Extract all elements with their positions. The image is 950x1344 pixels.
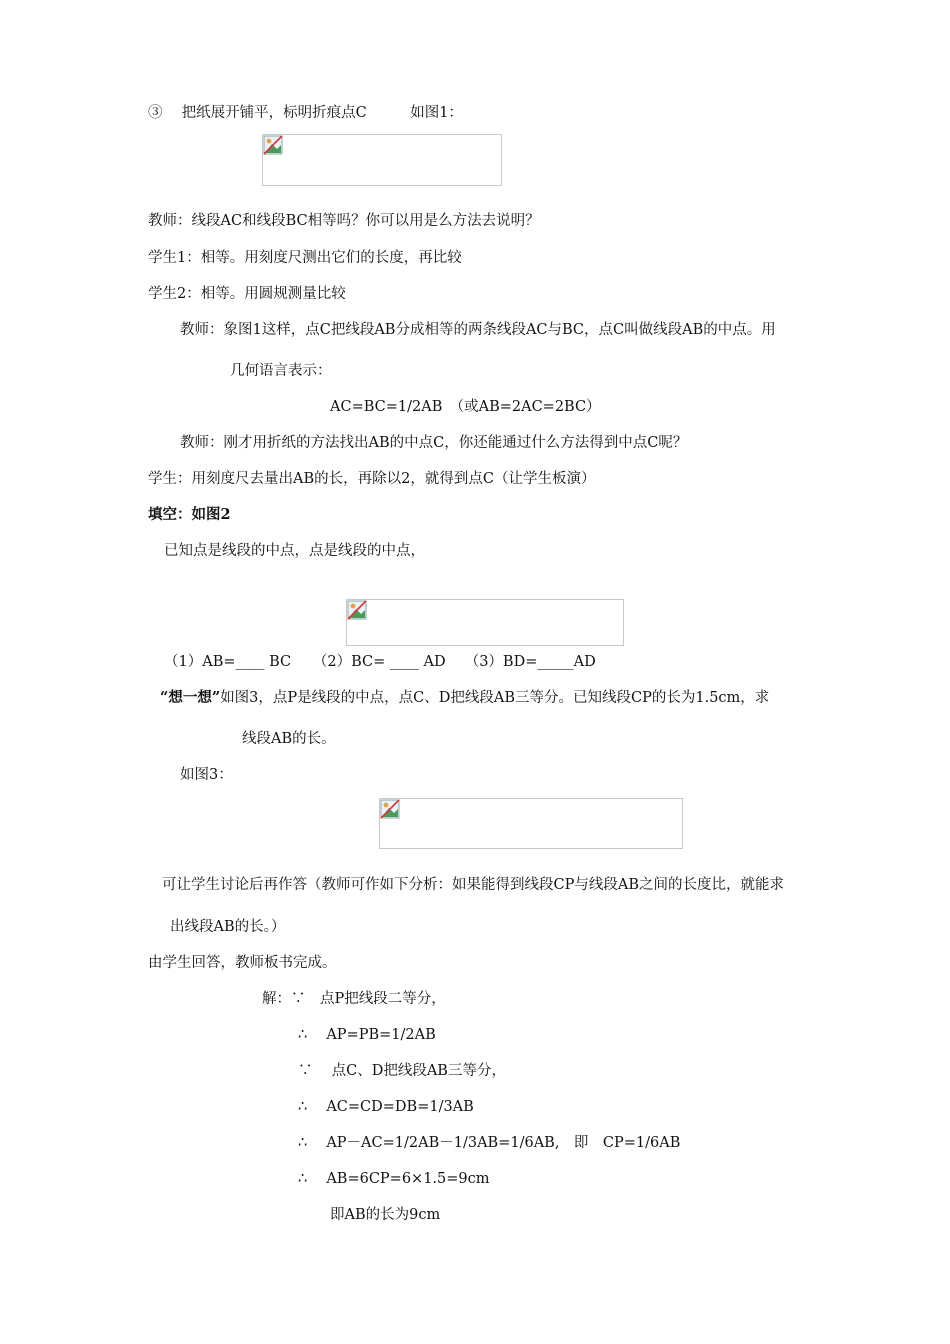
student-1-answer: 学生1：相等。用刻度尺测出它们的长度，再比较 bbox=[148, 250, 462, 266]
step-3-line: ③ 把纸展开铺平，标明折痕点C 如图1： bbox=[148, 105, 463, 121]
discussion-note-cont: 出线段AB的长。） bbox=[170, 919, 286, 935]
solution-step-3: ∵ 点C、D把线段AB三等分， bbox=[298, 1063, 506, 1079]
think-about-it-problem: 如图3，点P是线段的中点，点C、D把线段AB三等分。已知线段CP的长为1.5cm，求 bbox=[220, 690, 770, 706]
solution-conclusion: 即AB的长为9cm bbox=[330, 1207, 441, 1223]
fill-in-blanks: （1）AB=____ BC （2）BC= ____ AD （3）BD=_____AD bbox=[164, 654, 596, 670]
figure-1-image bbox=[262, 134, 502, 186]
figure-2-image bbox=[346, 599, 624, 646]
fill-in-heading: 填空：如图2 bbox=[148, 506, 231, 523]
solution-step-1: 解：∵ 点P把线段二等分， bbox=[262, 991, 446, 1007]
student-answer-ruler: 学生：用刻度尺去量出AB的长，再除以2，就得到点C（让学生板演） bbox=[148, 471, 596, 487]
geometry-language-label: 几何语言表示： bbox=[230, 363, 332, 379]
teacher-question-2: 教师：刚才用折纸的方法找出AB的中点C，你还能通过什么方法得到中点C呢？ bbox=[180, 435, 688, 451]
think-about-it-problem-cont: 线段AB的长。 bbox=[242, 731, 336, 747]
student-2-answer: 学生2：相等。用圆规测量比较 bbox=[148, 286, 346, 302]
broken-image-icon bbox=[380, 799, 400, 819]
think-about-it-label: “想一想” bbox=[160, 689, 221, 706]
broken-image-icon bbox=[263, 135, 283, 155]
solution-step-6: ∴ AB=6CP=6×1.5=9cm bbox=[298, 1171, 490, 1187]
solution-step-5: ∴ AP－AC=1/2AB－1/3AB=1/6AB, 即 CP=1/6AB bbox=[298, 1135, 681, 1151]
think-about-it-line bbox=[160, 688, 769, 708]
discussion-note: 可让学生讨论后再作答（教师可作如下分析：如果能得到线段CP与线段AB之间的长度比，就能求 bbox=[162, 877, 784, 893]
fill-in-premise: 已知点是线段的中点，点是线段的中点， bbox=[164, 543, 425, 559]
solution-step-2: ∴ AP=PB=1/2AB bbox=[298, 1027, 436, 1043]
solution-step-4: ∴ AC=CD=DB=1/3AB bbox=[298, 1099, 474, 1115]
student-answer-board: 由学生回答，教师板书完成。 bbox=[148, 955, 337, 971]
broken-image-icon bbox=[347, 600, 367, 620]
figure-3-caption: 如图3： bbox=[180, 767, 233, 783]
midpoint-formula: AC=BC=1/2AB （或AB=2AC=2BC） bbox=[330, 399, 601, 415]
figure-3-image bbox=[379, 798, 683, 849]
teacher-question-1: 教师：线段AC和线段BC相等吗？你可以用是么方法去说明？ bbox=[148, 213, 540, 229]
teacher-midpoint-definition: 教师：象图1这样，点C把线段AB分成相等的两条线段AC与BC，点C叫做线段AB的中点。用 bbox=[180, 322, 776, 338]
